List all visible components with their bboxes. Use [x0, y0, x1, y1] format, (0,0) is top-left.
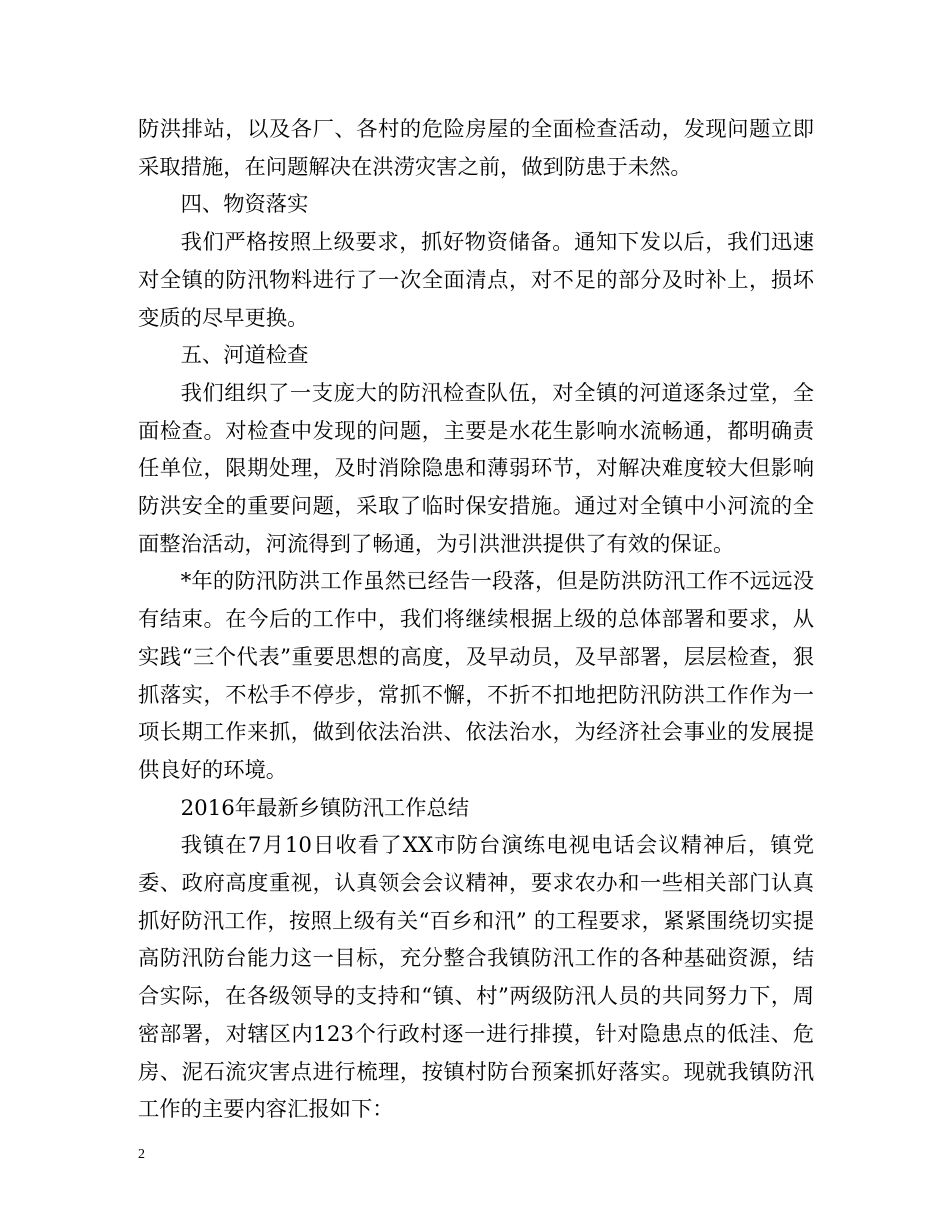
section-heading: 四、物资落实: [180, 192, 309, 218]
section-heading: 五、河道检查: [180, 343, 309, 369]
paragraph: 我们组织了一支庞大的防汛检查队伍，对全镇的河道逐条过堂，全面检查。对检查中发现的问题，主要是水花生影响水流畅通，都明确责任单位，限期处理，及时消除隐患和薄弱环节，对解决难度较大但影响防洪安全的重要问题，采取了临时保安措施。通过对全镇中小河流的全面整治活动，河流得到了畅通，为引洪泄洪提供了有效的保证。: [138, 380, 814, 557]
page-number: 2: [138, 1147, 145, 1162]
document-body: [138, 111, 814, 1129]
paragraph: 我镇在7月10日收看了XX市防台演练电视电话会议精神后，镇党委、政府高度重视，认真领会会议精神，要求农办和一些相关部门认真抓好防汛工作，按照上级有关“百乡和汛” 的工程要求，紧紧围绕切实提高防汛防台能力这一目标，充分整合我镇防汛工作的各种基础资源，结合实际，在各级领导的支持和“镇、村”两级防汛人员的共同努力下，周密部署，对辖区内123个行政村逐一进行排摸，针对隐患点的低洼、危房、泥石流灾害点进行梳理，按镇村防台预案抓好落实。现就我镇防汛工作的主要内容汇报如下：: [138, 833, 814, 1123]
paragraph: 防洪排站，以及各厂、各村的危险房屋的全面检查活动，发现问题立即采取措施，在问题解决在洪涝灾害之前，做到防患于未然。: [138, 117, 814, 180]
document-title: 2016年最新乡镇防汛工作总结: [180, 795, 470, 821]
paragraph: 我们严格按照上级要求，抓好物资储备。通知下发以后，我们迅速对全镇的防汛物料进行了一次全面清点，对不足的部分及时补上，损坏变质的尽早更换。: [138, 230, 814, 331]
paragraph: *年的防汛防洪工作虽然已经告一段落，但是防洪防汛工作不远远没有结束。在今后的工作中，我们将继续根据上级的总体部署和要求，从实践“三个代表”重要思想的高度，及早动员，及早部署，层层检查，狠抓落实，不松手不停步，常抓不懈，不折不扣地把防汛防洪工作作为一项长期工作来抓，做到依法治洪、依法治水，为经济社会事业的发展提供良好的环境。: [138, 569, 814, 783]
